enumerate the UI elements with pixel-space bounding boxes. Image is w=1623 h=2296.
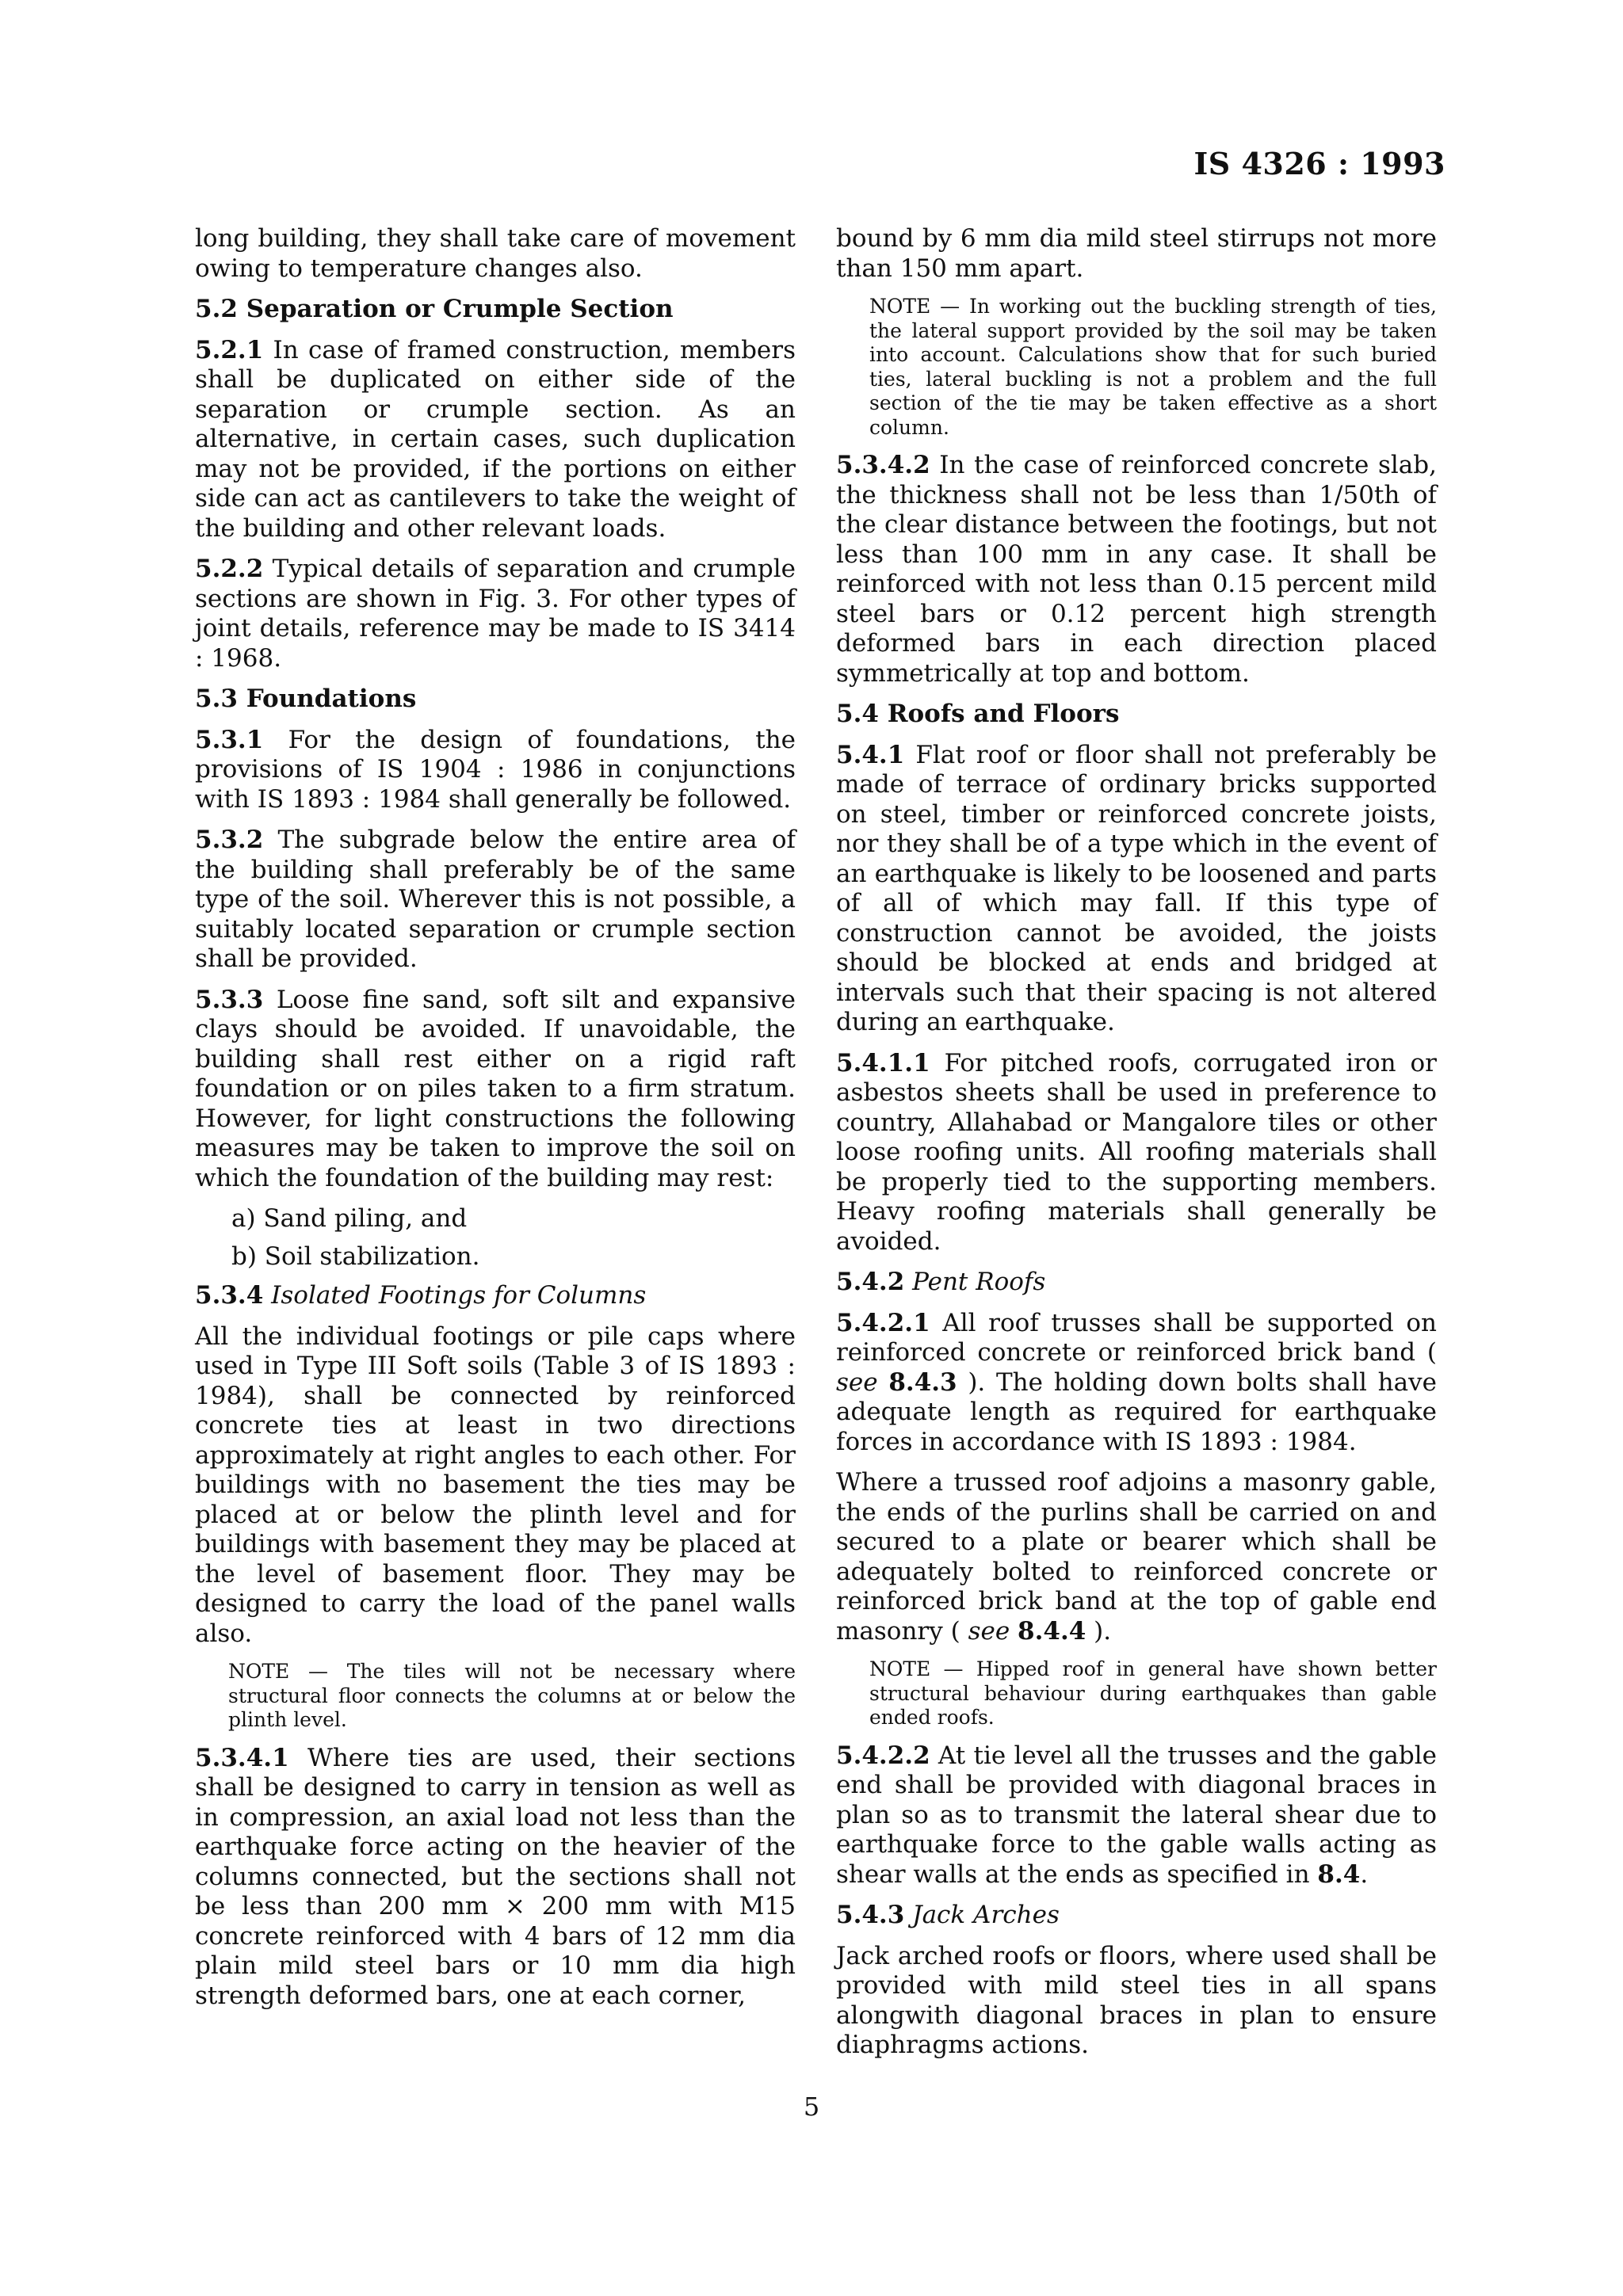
clause-text: At tie level all the trusses and the gable end shall be provided with diagonal braces in plan so as to transmit the lateral shear due to earthquake force to the gable walls acting as shear walls at the ends as specified in <box>836 1741 1437 1889</box>
clause-text: . <box>1360 1859 1369 1889</box>
clause-text: For pitched roofs, corrugated iron or asbestos sheets shall be used in preference to country, Allahabad or Mangalore tiles or other loose roofing units. All roofing materials shall be properly tied to the supporting members. Heavy roofing materials shall generally be avoided. <box>836 1048 1437 1256</box>
clause-5-2-2 <box>195 555 796 673</box>
clause-text: ). The holding down bolts shall have adequate length as required for earthquake forces in accordance with IS 1893 : 1984. <box>836 1367 1437 1456</box>
clause-title: Isolated Footings for Columns <box>263 1281 647 1310</box>
clause-5-3-4-body: All the individual footings or pile caps where used in Type III Soft soils (Table 3 of IS 1893 : 1984), shall be connected by reinforced concrete ties at least in two directions approximately at right angles to each other. For buildings with no basement the ties may be placed at or below the plinth level and for buildings with basement they may be placed at the level of basement floor. They may be designed to carry the load of the panel walls also. <box>195 1322 796 1648</box>
clause-text: Typical details of separation and crumple sections are shown in Fig. 3. For other types of joint details, reference may be made to IS 3414 : 1968. <box>195 555 796 673</box>
clause-text: Where ties are used, their sections shall be designed to carry in tension as well as in compression, an axial load not less than the earthquake force acting on the heavier of the columns connected, but the sections shall not be less than 200 mm × 200 mm with M15 concrete reinforced with 4 bars of 12 mm dia plain mild steel bars or 10 mm dia high strength deformed bars, one at each corner, <box>195 1743 796 2010</box>
clause-text: The subgrade below the entire area of the building shall preferably be of the same type of the soil. Wherever this is not possible, a suitably located separation or crumple section shall be provided. <box>195 826 796 973</box>
clause-title: Jack Arches <box>904 1901 1060 1929</box>
clause-text: All roof trusses shall be supported on reinforced concrete or reinforced brick band ( <box>836 1308 1437 1367</box>
clause-5-4-2-2 <box>836 1741 1437 1890</box>
clause-text: In case of framed construction, members shall be duplicated on either side of the separation or crumple section. As an alternative, in certain cases, such duplication may not be provided, if the portions on either side can act as cantilevers to take the weight of the building and other relevant loads. <box>195 335 796 543</box>
right-column <box>836 224 1437 2072</box>
clause-number: 5.4.3 <box>836 1901 905 1929</box>
clause-number: 5.4.2.2 <box>836 1741 930 1770</box>
paragraph-continuation: bound by 6 mm dia mild steel stirrups not more than 150 mm apart. <box>836 224 1437 283</box>
clause-5-4-3-body: Jack arched roofs or floors, where used shall be provided with mild steel ties in all spans alongwith diagonal braces in plan to ensure diaphragms actions. <box>836 1941 1437 2059</box>
heading-5-3: 5.3 Foundations <box>195 685 417 713</box>
clause-number: 5.3.1 <box>195 725 264 754</box>
left-column <box>195 224 796 2022</box>
clause-text: For the design of foundations, the provisions of IS 1904 : 1986 in conjunctions with IS 1893 : 1984 shall generally be followed. <box>195 725 796 814</box>
see-word: see <box>968 1616 1010 1646</box>
clause-text: ). <box>1086 1616 1112 1646</box>
heading-5-4-3 <box>836 1901 1437 1931</box>
heading-5-4: 5.4 Roofs and Floors <box>836 700 1120 728</box>
clause-5-4-2-1 <box>836 1309 1437 1458</box>
clause-number: 5.3.3 <box>195 985 264 1014</box>
paragraph-continuation: long building, they shall take care of movement owing to temperature changes also. <box>195 224 796 283</box>
note-hipped-roof: NOTE — Hipped roof in general have shown better structural behaviour during earthquakes than gable ended roofs. <box>869 1657 1437 1729</box>
note-buckling: NOTE — In working out the buckling strength of ties, the lateral support provided by the soil may be taken into account. Calculations show that for such buried ties, lateral buckling is not a problem and the full section of the tie may be taken effective as a short column. <box>869 295 1437 439</box>
list-item: b) Soil stabilization. <box>231 1241 480 1271</box>
clause-number: 5.4.1.1 <box>836 1048 930 1077</box>
clause-text: In the case of reinforced concrete slab, the thickness shall not be less than 1/50th of the clear distance between the footings, but not less than 100 mm in any case. It shall be reinforced with not less than 0.15 percent mild steel bars or 0.12 percent high strength deformed bars in each direction placed symmetrically at top and bottom. <box>836 451 1437 688</box>
heading-5-2: 5.2 Separation or Crumple Section <box>195 295 674 323</box>
clause-text: Flat roof or floor shall not preferably be made of terrace of ordinary bricks supported on steel, timber or reinforced concrete joists, nor they shall be of a type which in the event of an earthquake is likely to be loosened and parts of all of which may fall. If this type of construction cannot be avoided, the joists should be blocked at ends and bridged at intervals such that their spacing is not altered during an earthquake. <box>836 740 1437 1036</box>
clause-number: 5.3.4.1 <box>195 1743 289 1772</box>
heading-5-3-4 <box>195 1281 796 1311</box>
clause-5-4-1-1 <box>836 1049 1437 1257</box>
clause-number: 5.4.1 <box>836 740 905 769</box>
clause-number: 5.4.2.1 <box>836 1308 930 1337</box>
standard-number: IS 4326 : 1993 <box>1193 146 1445 181</box>
cross-reference: 8.4 <box>1317 1859 1361 1889</box>
clause-5-3-2 <box>195 826 796 974</box>
clause-text: Where a trussed roof adjoins a masonry gable, the ends of the purlins shall be carried on and secured to a plate or bearer which shall be adequately bolted to reinforced concrete or reinforced brick band at the top of gable end masonry ( <box>836 1468 1437 1646</box>
clause-5-3-1 <box>195 726 796 815</box>
clause-number: 5.2.2 <box>195 555 264 583</box>
page-number: 5 <box>803 2092 820 2122</box>
clause-5-3-4-1 <box>195 1744 796 2012</box>
clause-5-3-3 <box>195 986 796 1194</box>
clause-number: 5.3.4.2 <box>836 451 930 479</box>
clause-5-3-4-2 <box>836 451 1437 688</box>
see-word: see <box>836 1367 878 1397</box>
note-ties: NOTE — The tiles will not be necessary where structural floor connects the columns at or below the plinth level. <box>228 1660 796 1731</box>
clause-number: 5.3.2 <box>195 826 264 854</box>
cross-reference: 8.4.3 <box>888 1367 957 1397</box>
cross-reference: 8.4.4 <box>1018 1616 1086 1646</box>
clause-number: 5.4.2 <box>836 1268 905 1296</box>
heading-5-4-2 <box>836 1268 1437 1298</box>
clause-text: Loose fine sand, soft silt and expansive clays should be avoided. If unavoidable, the building shall rest either on a rigid raft foundation or on piles taken to a firm stratum. However, for light constructions the following measures may be taken to improve the soil on which the foundation of the building may rest: <box>195 985 796 1192</box>
measures-list <box>231 1204 796 1272</box>
clause-gable-paragraph <box>836 1468 1437 1646</box>
clause-number: 5.3.4 <box>195 1281 264 1310</box>
clause-title: Pent Roofs <box>904 1268 1046 1296</box>
clause-number: 5.2.1 <box>195 335 264 364</box>
list-item: a) Sand piling, and <box>231 1204 468 1233</box>
clause-5-2-1 <box>195 336 796 544</box>
clause-5-4-1 <box>836 741 1437 1038</box>
